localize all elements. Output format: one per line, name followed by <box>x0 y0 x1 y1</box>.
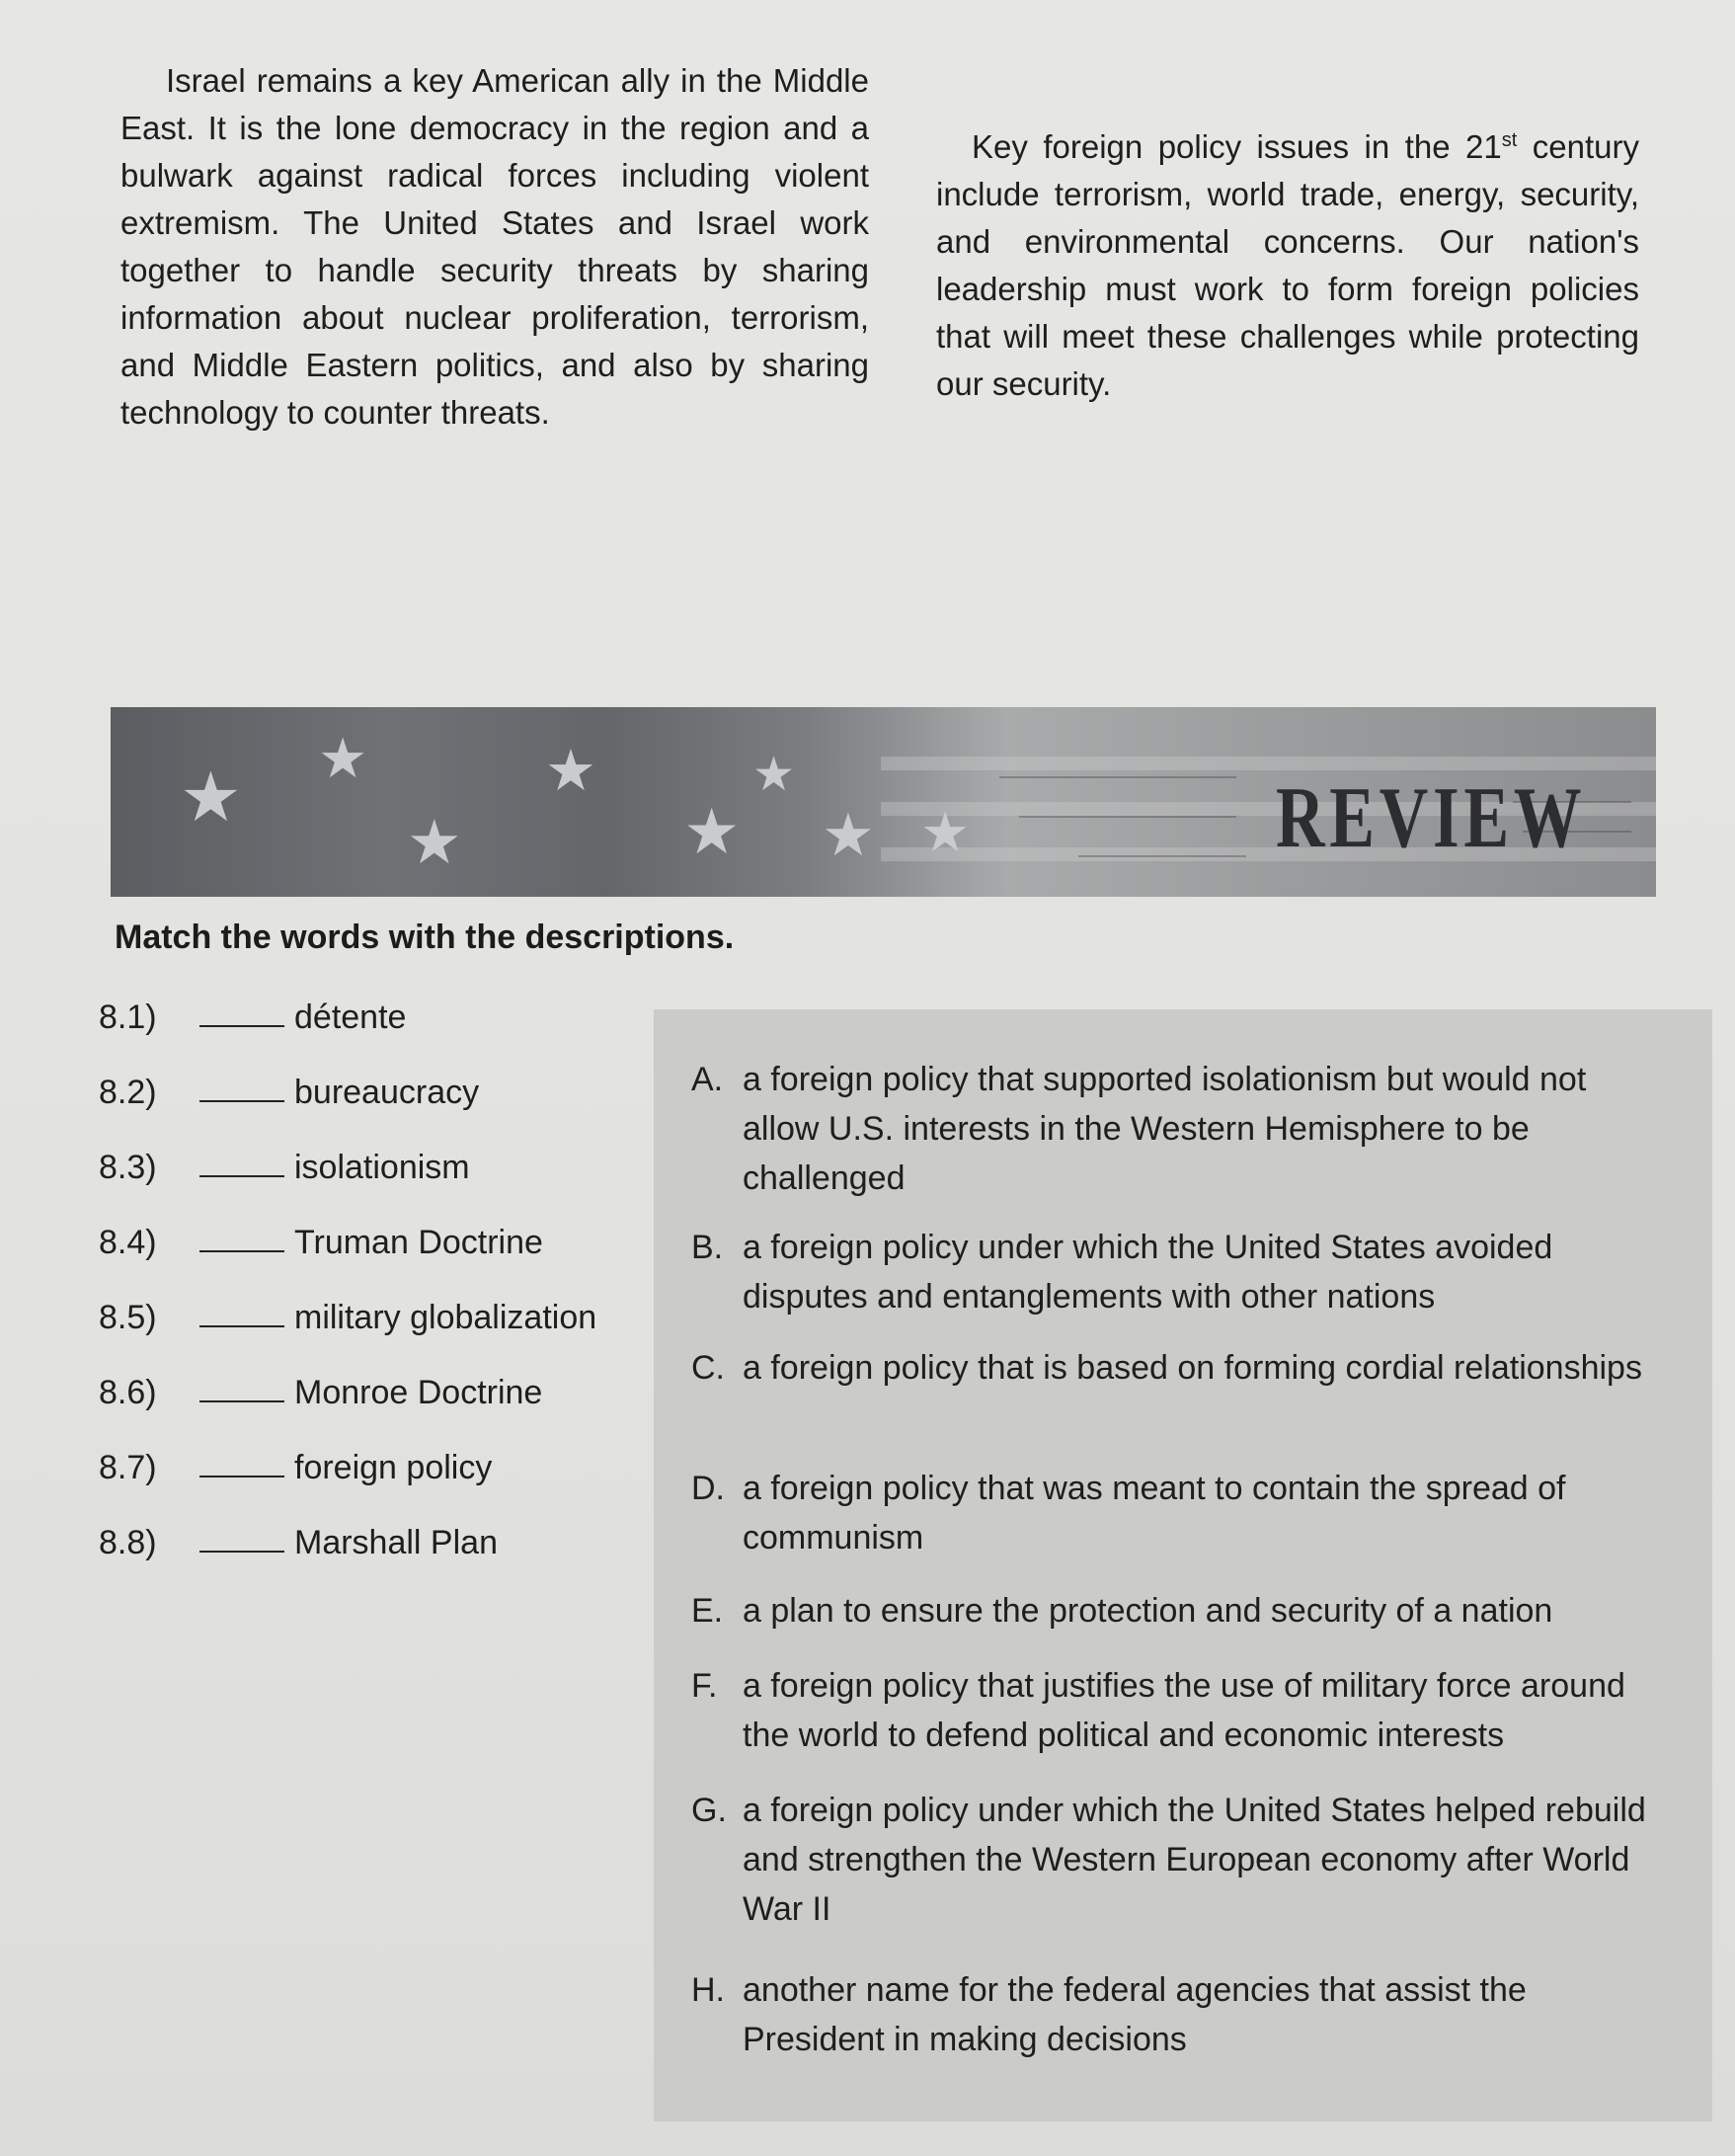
term-row <box>99 1068 652 1117</box>
description-item <box>691 1055 1669 1203</box>
description-letter: G. <box>691 1792 727 1829</box>
passage-israel-text: Israel remains a key American ally in the Middle East. It is the lone democracy in the region and a bulwark against radical forces including violent extremism. The United States and Israel work together to handle security threats by sharing information about nuclear proliferation, terrorism, and Middle Eastern politics, and also by sharing technology to counter threats. <box>120 62 869 431</box>
description-item <box>691 1965 1669 2064</box>
answer-blank[interactable] <box>199 1400 284 1402</box>
description-item <box>691 1661 1669 1760</box>
star-icon: ★ <box>407 806 462 878</box>
star-icon: ★ <box>545 737 596 804</box>
term-label: isolationism <box>294 1149 470 1186</box>
star-icon: ★ <box>920 801 971 865</box>
description-letter: H. <box>691 1971 725 2009</box>
description-text: a foreign policy that is based on forming cordial relationships <box>743 1349 1642 1387</box>
term-label: Monroe Doctrine <box>294 1374 543 1411</box>
term-label: military globalization <box>294 1299 597 1336</box>
description-letter: D. <box>691 1470 725 1507</box>
term-row <box>99 993 652 1042</box>
term-number: 8.1) <box>99 998 157 1036</box>
description-item <box>691 1223 1669 1321</box>
answer-blank[interactable] <box>199 1100 284 1102</box>
term-number: 8.3) <box>99 1149 157 1186</box>
star-icon: ★ <box>822 801 875 870</box>
term-row <box>99 1293 652 1342</box>
term-label: bureaucracy <box>294 1074 480 1111</box>
description-text: a foreign policy under which the United States avoided disputes and entanglements with other nations <box>743 1229 1553 1316</box>
description-letter: E. <box>691 1592 724 1630</box>
description-text: a foreign policy that justifies the use of military force around the world to defend political and economic interests <box>743 1667 1625 1754</box>
passage-israel <box>120 57 869 437</box>
review-title: REVIEW <box>1276 770 1587 866</box>
star-icon: ★ <box>683 796 741 869</box>
description-text: another name for the federal agencies that assist the President in making decisions <box>743 1971 1527 2058</box>
answer-blank[interactable] <box>199 1551 284 1553</box>
description-item <box>691 1586 1669 1636</box>
term-number: 8.4) <box>99 1224 157 1261</box>
description-text: a foreign policy under which the United States helped rebuild and strengthen the Western European economy after World War II <box>743 1792 1646 1928</box>
term-number: 8.5) <box>99 1299 157 1336</box>
term-label: foreign policy <box>294 1449 493 1486</box>
instructions: Match the words with the descriptions. <box>115 918 735 956</box>
term-number: 8.2) <box>99 1074 157 1111</box>
term-row <box>99 1368 652 1417</box>
term-label: détente <box>294 998 407 1036</box>
star-icon: ★ <box>752 747 796 802</box>
passage-text-start: Key foreign policy issues in the 21 <box>972 128 1502 165</box>
term-row <box>99 1443 652 1492</box>
answer-blank[interactable] <box>199 1325 284 1327</box>
description-letter: C. <box>691 1349 725 1387</box>
answer-blank[interactable] <box>199 1250 284 1252</box>
term-row <box>99 1518 652 1567</box>
term-label: Truman Doctrine <box>294 1224 543 1261</box>
description-text: a foreign policy that was meant to contain the spread of communism <box>743 1470 1566 1557</box>
description-text: a foreign policy that supported isolationism but would not allow U.S. interests in the Western Hemisphere to be challenged <box>743 1061 1587 1197</box>
passage-foreign-policy-text <box>936 117 1639 408</box>
answer-blank[interactable] <box>199 1476 284 1477</box>
ordinal-suffix: st <box>1501 129 1518 151</box>
term-label: Marshall Plan <box>294 1524 498 1561</box>
passage-text-end: century include terrorism, world trade, energy, security, and environmental concerns. Our nation's leadership must work to form foreign policies that will meet these challenges while protecting our security. <box>936 128 1639 402</box>
description-letter: A. <box>691 1061 724 1098</box>
term-number: 8.7) <box>99 1449 157 1486</box>
description-letter: F. <box>691 1667 718 1705</box>
description-text: a plan to ensure the protection and security of a nation <box>743 1592 1553 1630</box>
answer-blank[interactable] <box>199 1175 284 1177</box>
star-icon: ★ <box>318 727 368 791</box>
review-banner <box>111 707 1656 897</box>
passage-foreign-policy <box>936 117 1639 408</box>
description-item <box>691 1464 1669 1562</box>
description-item <box>691 1343 1669 1393</box>
description-item <box>691 1786 1669 1934</box>
term-number: 8.8) <box>99 1524 157 1561</box>
term-row <box>99 1143 652 1192</box>
term-number: 8.6) <box>99 1374 157 1411</box>
description-letter: B. <box>691 1229 724 1266</box>
term-row <box>99 1218 652 1267</box>
answer-blank[interactable] <box>199 1025 284 1027</box>
star-icon: ★ <box>180 757 242 838</box>
